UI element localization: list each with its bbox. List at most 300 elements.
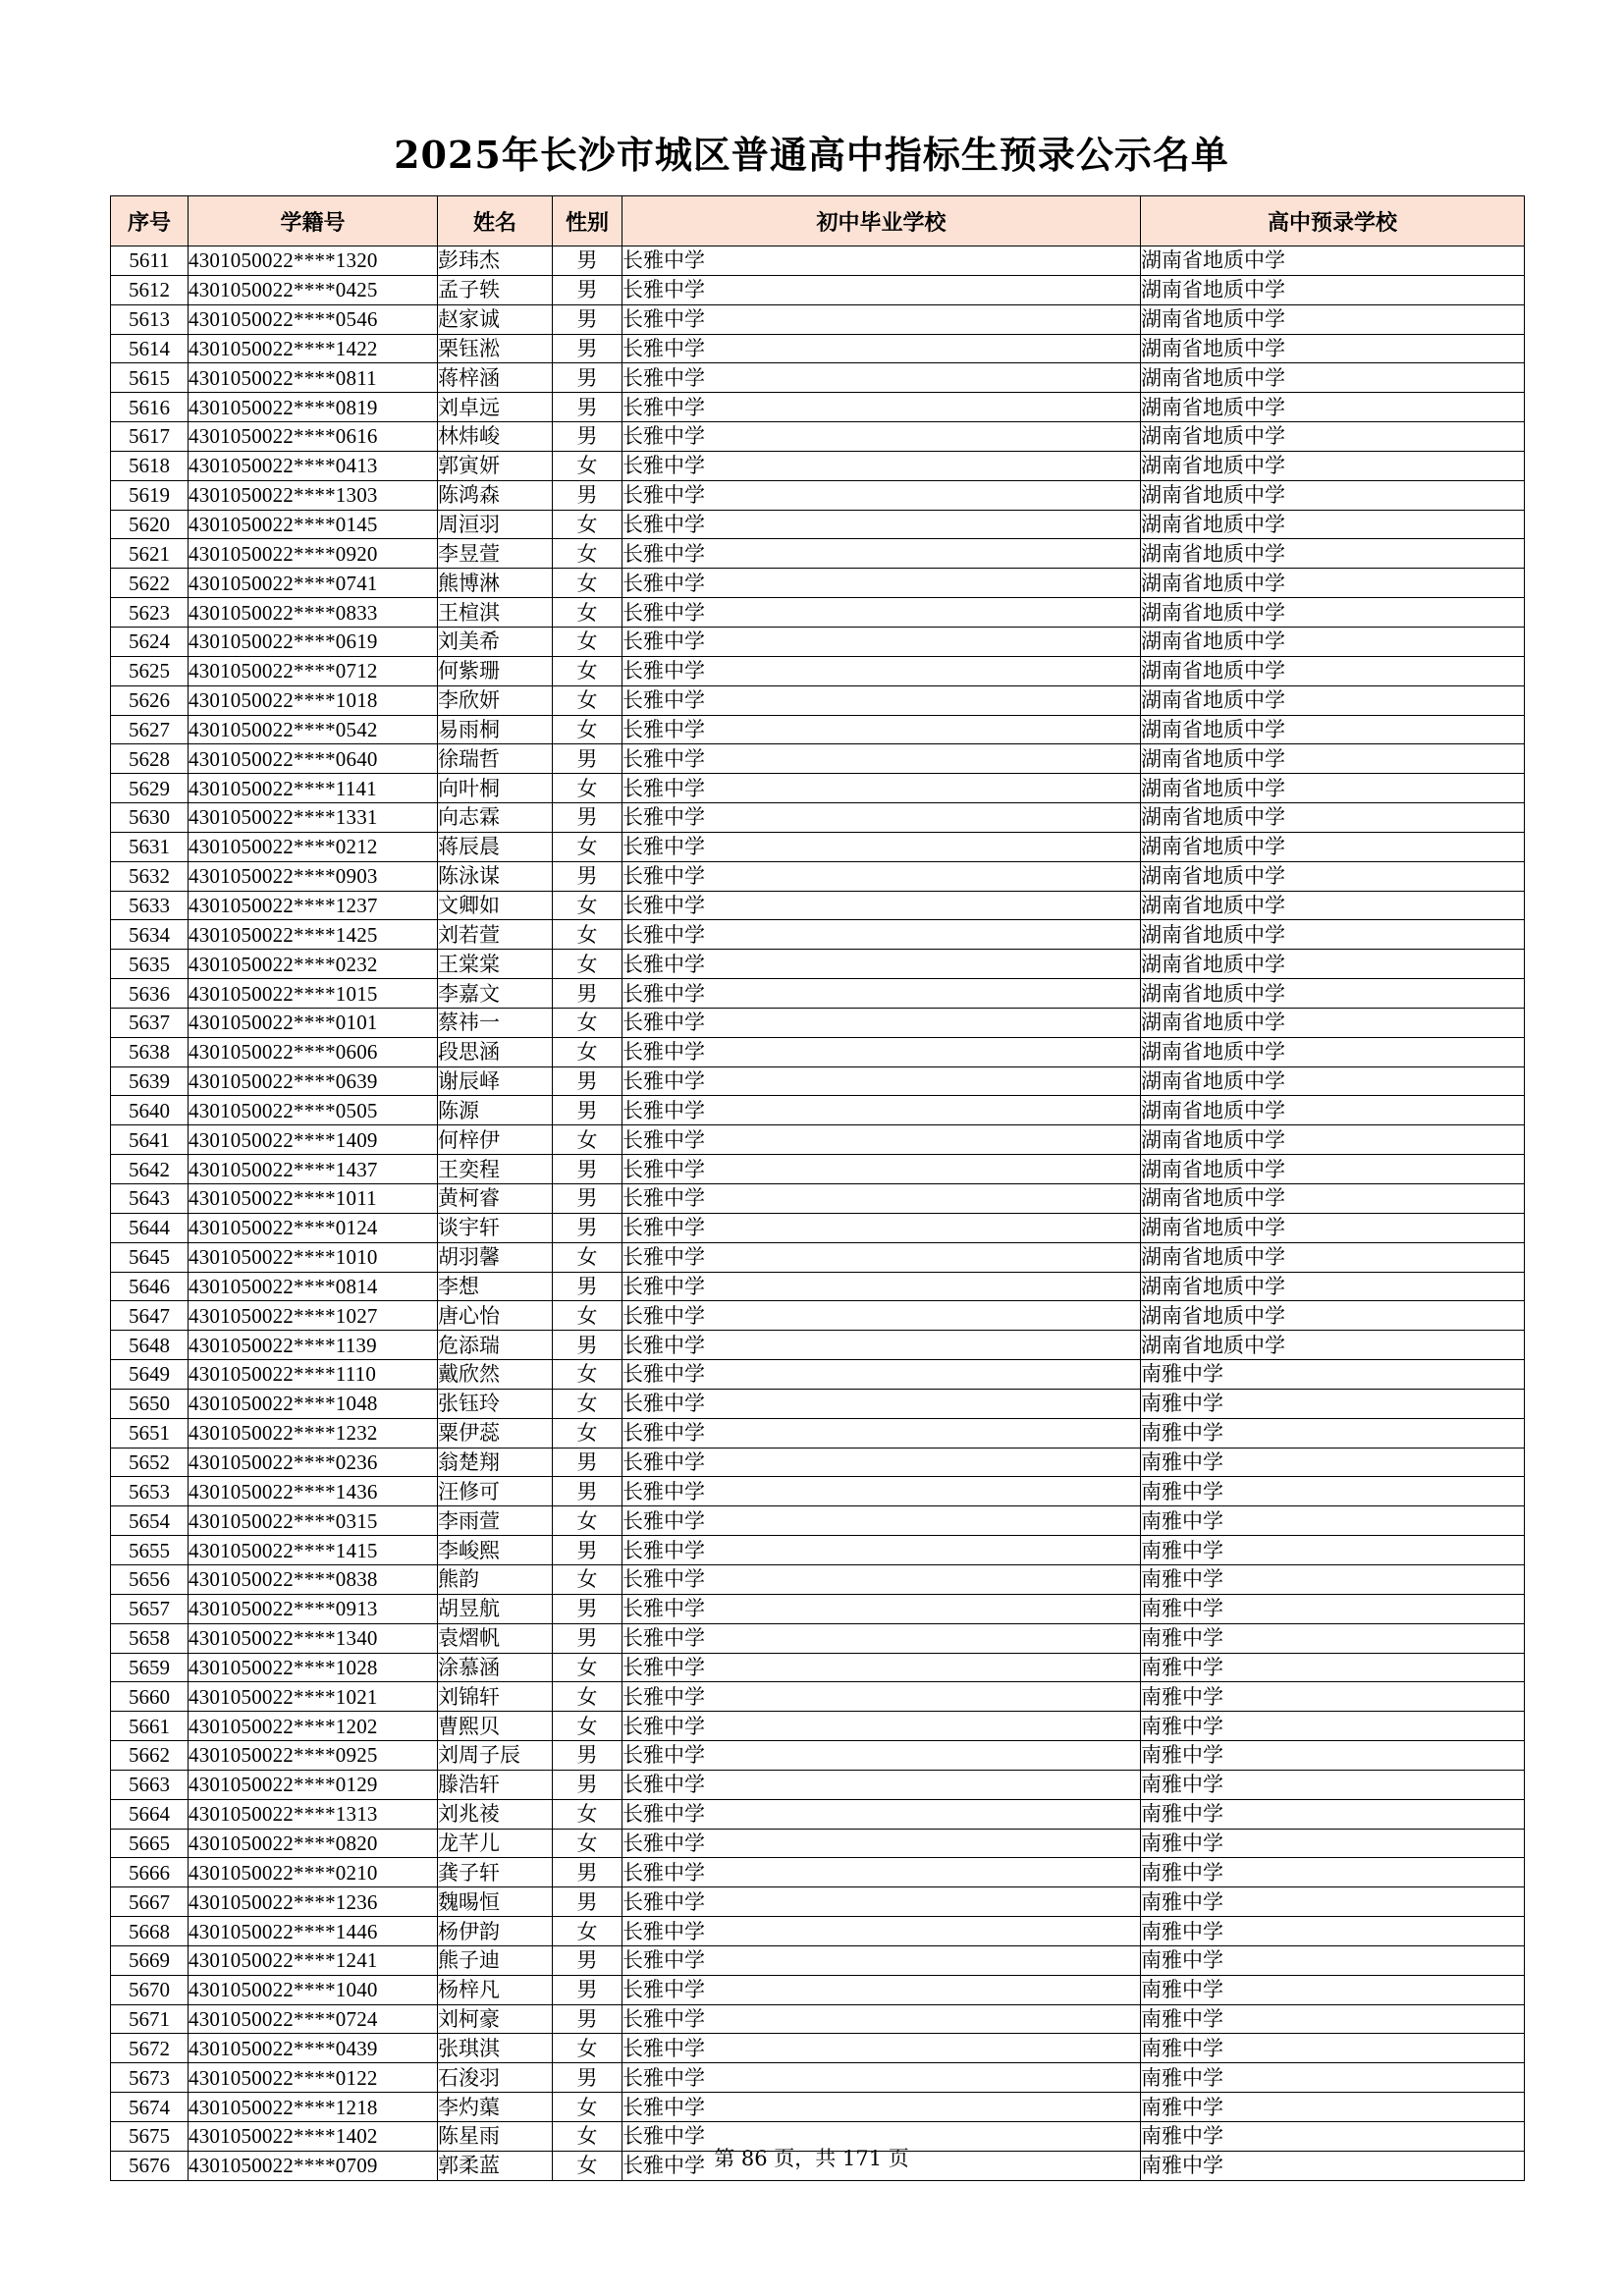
cell-gender: 男	[553, 744, 622, 774]
cell-high-school: 南雅中学	[1141, 1770, 1525, 1799]
cell-middle-school: 长雅中学	[622, 1917, 1141, 1946]
cell-gender: 男	[553, 1477, 622, 1506]
column-header-name: 姓名	[438, 196, 553, 246]
table-row	[111, 1096, 1525, 1125]
cell-student-id: 4301050022****0709	[189, 2151, 438, 2180]
cell-name: 滕浩轩	[438, 1770, 553, 1799]
cell-seq: 5650	[111, 1389, 189, 1418]
cell-high-school: 南雅中学	[1141, 1418, 1525, 1448]
cell-gender: 女	[553, 1564, 622, 1594]
table-row	[111, 1975, 1525, 2004]
cell-name: 蔡祎一	[438, 1008, 553, 1037]
table-row	[111, 1506, 1525, 1536]
column-header-middle-school: 初中毕业学校	[622, 196, 1141, 246]
cell-student-id: 4301050022****0315	[189, 1506, 438, 1536]
table-row	[111, 1418, 1525, 1448]
column-header-high-school: 高中预录学校	[1141, 196, 1525, 246]
cell-seq: 5631	[111, 832, 189, 861]
cell-student-id: 4301050022****0124	[189, 1213, 438, 1242]
cell-seq: 5620	[111, 510, 189, 539]
table-row	[111, 1389, 1525, 1418]
cell-gender: 男	[553, 1213, 622, 1242]
cell-high-school: 南雅中学	[1141, 1506, 1525, 1536]
cell-student-id: 4301050022****1331	[189, 803, 438, 833]
cell-gender: 男	[553, 1536, 622, 1565]
cell-gender: 女	[553, 510, 622, 539]
cell-high-school: 湖南省地质中学	[1141, 246, 1525, 276]
cell-name: 文卿如	[438, 891, 553, 920]
cell-name: 栗钰淞	[438, 334, 553, 363]
cell-name: 刘周子辰	[438, 1741, 553, 1771]
cell-high-school: 南雅中学	[1141, 1945, 1525, 1975]
cell-student-id: 4301050022****0542	[189, 715, 438, 744]
cell-middle-school: 长雅中学	[622, 1799, 1141, 1829]
cell-name: 唐心怡	[438, 1301, 553, 1331]
cell-seq: 5652	[111, 1448, 189, 1477]
cell-student-id: 4301050022****1011	[189, 1184, 438, 1214]
cell-name: 粟伊蕊	[438, 1418, 553, 1448]
cell-name: 赵家诚	[438, 304, 553, 334]
cell-gender: 女	[553, 569, 622, 598]
cell-seq: 5636	[111, 979, 189, 1009]
cell-student-id: 4301050022****1202	[189, 1712, 438, 1741]
cell-name: 徐瑞哲	[438, 744, 553, 774]
cell-middle-school: 长雅中学	[622, 950, 1141, 979]
cell-gender: 男	[553, 861, 622, 891]
cell-high-school: 南雅中学	[1141, 2093, 1525, 2122]
cell-middle-school: 长雅中学	[622, 275, 1141, 304]
cell-middle-school: 长雅中学	[622, 1213, 1141, 1242]
table-body	[111, 246, 1525, 2181]
cell-name: 谈宇轩	[438, 1213, 553, 1242]
cell-name: 何紫珊	[438, 656, 553, 685]
table-row	[111, 2034, 1525, 2063]
cell-name: 熊博淋	[438, 569, 553, 598]
cell-student-id: 4301050022****1340	[189, 1623, 438, 1653]
cell-middle-school: 长雅中学	[622, 480, 1141, 510]
cell-name: 石浚羽	[438, 2063, 553, 2093]
cell-name: 蒋辰晨	[438, 832, 553, 861]
cell-seq: 5658	[111, 1623, 189, 1653]
cell-high-school: 湖南省地质中学	[1141, 1066, 1525, 1096]
cell-seq: 5619	[111, 480, 189, 510]
cell-high-school: 南雅中学	[1141, 1653, 1525, 1682]
cell-name: 杨伊韵	[438, 1917, 553, 1946]
table-row	[111, 1448, 1525, 1477]
cell-name: 王楦淇	[438, 598, 553, 628]
cell-name: 胡昱航	[438, 1594, 553, 1623]
cell-seq: 5622	[111, 569, 189, 598]
cell-seq: 5624	[111, 627, 189, 656]
cell-student-id: 4301050022****1425	[189, 920, 438, 950]
cell-middle-school: 长雅中学	[622, 1506, 1141, 1536]
cell-gender: 男	[553, 246, 622, 276]
cell-name: 李欣妍	[438, 685, 553, 715]
cell-gender: 女	[553, 920, 622, 950]
cell-high-school: 湖南省地质中学	[1141, 1184, 1525, 1214]
cell-student-id: 4301050022****0811	[189, 363, 438, 393]
cell-student-id: 4301050022****1415	[189, 1536, 438, 1565]
cell-gender: 男	[553, 1858, 622, 1887]
cell-seq: 5640	[111, 1096, 189, 1125]
cell-middle-school: 长雅中学	[622, 861, 1141, 891]
cell-gender: 男	[553, 1155, 622, 1184]
cell-high-school: 湖南省地质中学	[1141, 979, 1525, 1009]
cell-student-id: 4301050022****0439	[189, 2034, 438, 2063]
cell-name: 李灼蕖	[438, 2093, 553, 2122]
table-row	[111, 803, 1525, 833]
cell-gender: 女	[553, 1917, 622, 1946]
cell-seq: 5629	[111, 774, 189, 803]
cell-high-school: 南雅中学	[1141, 1448, 1525, 1477]
table-row	[111, 480, 1525, 510]
table-row	[111, 1331, 1525, 1360]
cell-name: 魏晹恒	[438, 1887, 553, 1917]
cell-middle-school: 长雅中学	[622, 1477, 1141, 1506]
cell-name: 刘美希	[438, 627, 553, 656]
cell-seq: 5645	[111, 1242, 189, 1272]
cell-name: 翁楚翔	[438, 1448, 553, 1477]
cell-student-id: 4301050022****1303	[189, 480, 438, 510]
cell-gender: 女	[553, 1242, 622, 1272]
cell-name: 戴欣然	[438, 1360, 553, 1390]
cell-high-school: 湖南省地质中学	[1141, 393, 1525, 422]
cell-gender: 女	[553, 656, 622, 685]
cell-high-school: 湖南省地质中学	[1141, 1008, 1525, 1037]
cell-seq: 5638	[111, 1037, 189, 1066]
cell-name: 林炜峻	[438, 422, 553, 452]
cell-gender: 男	[553, 1975, 622, 2004]
cell-middle-school: 长雅中学	[622, 627, 1141, 656]
cell-gender: 男	[553, 275, 622, 304]
cell-gender: 女	[553, 1389, 622, 1418]
table-row	[111, 891, 1525, 920]
cell-high-school: 南雅中学	[1141, 1536, 1525, 1565]
cell-high-school: 湖南省地质中学	[1141, 920, 1525, 950]
cell-student-id: 4301050022****0606	[189, 1037, 438, 1066]
cell-gender: 女	[553, 1301, 622, 1331]
cell-middle-school: 长雅中学	[622, 1125, 1141, 1155]
cell-high-school: 湖南省地质中学	[1141, 1037, 1525, 1066]
cell-middle-school: 长雅中学	[622, 1887, 1141, 1917]
cell-high-school: 南雅中学	[1141, 1477, 1525, 1506]
cell-seq: 5634	[111, 920, 189, 950]
cell-high-school: 湖南省地质中学	[1141, 715, 1525, 744]
cell-gender: 女	[553, 2093, 622, 2122]
cell-student-id: 4301050022****1436	[189, 1477, 438, 1506]
cell-middle-school: 长雅中学	[622, 1536, 1141, 1565]
cell-name: 刘锦轩	[438, 1682, 553, 1712]
cell-student-id: 4301050022****0903	[189, 861, 438, 891]
cell-name: 胡羽馨	[438, 1242, 553, 1272]
cell-middle-school: 长雅中学	[622, 2063, 1141, 2093]
cell-name: 涂慕涵	[438, 1653, 553, 1682]
cell-seq: 5662	[111, 1741, 189, 1771]
cell-seq: 5655	[111, 1536, 189, 1565]
cell-middle-school: 长雅中学	[622, 569, 1141, 598]
cell-gender: 男	[553, 1448, 622, 1477]
cell-student-id: 4301050022****1241	[189, 1945, 438, 1975]
cell-high-school: 南雅中学	[1141, 1360, 1525, 1390]
cell-seq: 5612	[111, 275, 189, 304]
table-row	[111, 1008, 1525, 1037]
cell-name: 刘柯豪	[438, 2004, 553, 2034]
cell-middle-school: 长雅中学	[622, 1594, 1141, 1623]
cell-seq: 5625	[111, 656, 189, 685]
cell-student-id: 4301050022****0920	[189, 539, 438, 569]
cell-seq: 5627	[111, 715, 189, 744]
cell-name: 杨梓凡	[438, 1975, 553, 2004]
cell-gender: 女	[553, 2151, 622, 2180]
cell-high-school: 南雅中学	[1141, 1564, 1525, 1594]
cell-student-id: 4301050022****1048	[189, 1389, 438, 1418]
cell-high-school: 湖南省地质中学	[1141, 774, 1525, 803]
cell-name: 熊韵	[438, 1564, 553, 1594]
table-row	[111, 598, 1525, 628]
table-row	[111, 744, 1525, 774]
cell-middle-school: 长雅中学	[622, 920, 1141, 950]
cell-middle-school: 长雅中学	[622, 334, 1141, 363]
page-footer: 第 86 页，共 171 页	[714, 2147, 909, 2170]
table-row	[111, 979, 1525, 1009]
table-row	[111, 1945, 1525, 1975]
cell-student-id: 4301050022****0101	[189, 1008, 438, 1037]
cell-name: 孟子轶	[438, 275, 553, 304]
cell-middle-school: 长雅中学	[622, 1564, 1141, 1594]
cell-middle-school: 长雅中学	[622, 1712, 1141, 1741]
cell-high-school: 湖南省地质中学	[1141, 334, 1525, 363]
cell-gender: 男	[553, 979, 622, 1009]
cell-seq: 5639	[111, 1066, 189, 1096]
table-row	[111, 1272, 1525, 1301]
cell-name: 危添瑞	[438, 1331, 553, 1360]
table-row	[111, 1653, 1525, 1682]
table-row	[111, 861, 1525, 891]
cell-high-school: 湖南省地质中学	[1141, 685, 1525, 715]
cell-student-id: 4301050022****0546	[189, 304, 438, 334]
cell-high-school: 湖南省地质中学	[1141, 363, 1525, 393]
table-row	[111, 1594, 1525, 1623]
cell-name: 向叶桐	[438, 774, 553, 803]
cell-name: 向志霖	[438, 803, 553, 833]
cell-gender: 女	[553, 715, 622, 744]
cell-seq: 5659	[111, 1653, 189, 1682]
cell-seq: 5665	[111, 1829, 189, 1858]
cell-middle-school: 长雅中学	[622, 891, 1141, 920]
cell-name: 李想	[438, 1272, 553, 1301]
cell-gender: 女	[553, 2122, 622, 2152]
cell-name: 李昱萱	[438, 539, 553, 569]
cell-name: 熊子迪	[438, 1945, 553, 1975]
cell-middle-school: 长雅中学	[622, 1155, 1141, 1184]
cell-gender: 男	[553, 1272, 622, 1301]
cell-middle-school: 长雅中学	[622, 1448, 1141, 1477]
cell-high-school: 湖南省地质中学	[1141, 656, 1525, 685]
cell-seq: 5654	[111, 1506, 189, 1536]
cell-seq: 5670	[111, 1975, 189, 2004]
cell-student-id: 4301050022****1028	[189, 1653, 438, 1682]
cell-student-id: 4301050022****0236	[189, 1448, 438, 1477]
cell-gender: 男	[553, 334, 622, 363]
table-row	[111, 950, 1525, 979]
cell-high-school: 湖南省地质中学	[1141, 1272, 1525, 1301]
cell-student-id: 4301050022****1110	[189, 1360, 438, 1390]
admission-table	[110, 195, 1525, 2181]
cell-gender: 男	[553, 1887, 622, 1917]
cell-high-school: 南雅中学	[1141, 1799, 1525, 1829]
cell-gender: 男	[553, 2063, 622, 2093]
cell-high-school: 湖南省地质中学	[1141, 832, 1525, 861]
cell-student-id: 4301050022****1218	[189, 2093, 438, 2122]
cell-gender: 男	[553, 422, 622, 452]
cell-middle-school: 长雅中学	[622, 393, 1141, 422]
cell-middle-school: 长雅中学	[622, 1623, 1141, 1653]
cell-name: 何梓伊	[438, 1125, 553, 1155]
cell-seq: 5666	[111, 1858, 189, 1887]
cell-student-id: 4301050022****0819	[189, 393, 438, 422]
table-row	[111, 1564, 1525, 1594]
cell-gender: 男	[553, 304, 622, 334]
cell-student-id: 4301050022****0232	[189, 950, 438, 979]
cell-gender: 男	[553, 1770, 622, 1799]
cell-high-school: 湖南省地质中学	[1141, 539, 1525, 569]
cell-name: 李雨萱	[438, 1506, 553, 1536]
table-row	[111, 1829, 1525, 1858]
cell-middle-school: 长雅中学	[622, 1301, 1141, 1331]
cell-middle-school: 长雅中学	[622, 2151, 1141, 2180]
cell-student-id: 4301050022****0814	[189, 1272, 438, 1301]
cell-name: 张钰玲	[438, 1389, 553, 1418]
table-row	[111, 393, 1525, 422]
cell-student-id: 4301050022****0639	[189, 1066, 438, 1096]
cell-gender: 女	[553, 1360, 622, 1390]
cell-seq: 5632	[111, 861, 189, 891]
cell-student-id: 4301050022****0210	[189, 1858, 438, 1887]
cell-middle-school: 长雅中学	[622, 2122, 1141, 2152]
cell-student-id: 4301050022****1320	[189, 246, 438, 276]
cell-middle-school: 长雅中学	[622, 363, 1141, 393]
cell-student-id: 4301050022****0838	[189, 1564, 438, 1594]
table-row	[111, 2063, 1525, 2093]
cell-seq: 5667	[111, 1887, 189, 1917]
cell-high-school: 湖南省地质中学	[1141, 744, 1525, 774]
cell-gender: 女	[553, 891, 622, 920]
cell-name: 蒋梓涵	[438, 363, 553, 393]
cell-high-school: 南雅中学	[1141, 2122, 1525, 2152]
table-row	[111, 832, 1525, 861]
cell-high-school: 湖南省地质中学	[1141, 275, 1525, 304]
cell-gender: 女	[553, 1037, 622, 1066]
cell-gender: 女	[553, 539, 622, 569]
cell-student-id: 4301050022****1437	[189, 1155, 438, 1184]
cell-student-id: 4301050022****1237	[189, 891, 438, 920]
table-row	[111, 1536, 1525, 1565]
table-header-row	[111, 196, 1525, 246]
cell-middle-school: 长雅中学	[622, 1945, 1141, 1975]
cell-middle-school: 长雅中学	[622, 744, 1141, 774]
cell-student-id: 4301050022****0425	[189, 275, 438, 304]
cell-student-id: 4301050022****1409	[189, 1125, 438, 1155]
cell-student-id: 4301050022****1139	[189, 1331, 438, 1360]
cell-seq: 5660	[111, 1682, 189, 1712]
table-row	[111, 569, 1525, 598]
cell-high-school: 湖南省地质中学	[1141, 627, 1525, 656]
cell-student-id: 4301050022****0640	[189, 744, 438, 774]
cell-seq: 5621	[111, 539, 189, 569]
cell-name: 王奕程	[438, 1155, 553, 1184]
cell-name: 彭玮杰	[438, 246, 553, 276]
cell-middle-school: 长雅中学	[622, 715, 1141, 744]
cell-middle-school: 长雅中学	[622, 422, 1141, 452]
cell-middle-school: 长雅中学	[622, 246, 1141, 276]
cell-high-school: 湖南省地质中学	[1141, 1301, 1525, 1331]
cell-name: 袁熠帆	[438, 1623, 553, 1653]
cell-name: 刘兆祾	[438, 1799, 553, 1829]
cell-student-id: 4301050022****1027	[189, 1301, 438, 1331]
cell-student-id: 4301050022****0913	[189, 1594, 438, 1623]
cell-high-school: 湖南省地质中学	[1141, 451, 1525, 480]
cell-seq: 5649	[111, 1360, 189, 1390]
cell-gender: 女	[553, 1125, 622, 1155]
cell-gender: 男	[553, 393, 622, 422]
cell-middle-school: 长雅中学	[622, 1360, 1141, 1390]
cell-gender: 女	[553, 1418, 622, 1448]
cell-student-id: 4301050022****1015	[189, 979, 438, 1009]
cell-middle-school: 长雅中学	[622, 2034, 1141, 2063]
cell-high-school: 湖南省地质中学	[1141, 891, 1525, 920]
cell-middle-school: 长雅中学	[622, 1653, 1141, 1682]
table-row	[111, 539, 1525, 569]
cell-name: 张琪淇	[438, 2034, 553, 2063]
cell-student-id: 4301050022****0505	[189, 1096, 438, 1125]
cell-seq: 5673	[111, 2063, 189, 2093]
table-row	[111, 1741, 1525, 1771]
cell-seq: 5674	[111, 2093, 189, 2122]
cell-student-id: 4301050022****0616	[189, 422, 438, 452]
cell-seq: 5643	[111, 1184, 189, 1214]
cell-high-school: 湖南省地质中学	[1141, 1331, 1525, 1360]
cell-gender: 女	[553, 451, 622, 480]
cell-high-school: 湖南省地质中学	[1141, 950, 1525, 979]
cell-high-school: 湖南省地质中学	[1141, 861, 1525, 891]
cell-high-school: 湖南省地质中学	[1141, 510, 1525, 539]
cell-student-id: 4301050022****0712	[189, 656, 438, 685]
cell-high-school: 南雅中学	[1141, 1829, 1525, 1858]
table-row	[111, 685, 1525, 715]
cell-gender: 男	[553, 1594, 622, 1623]
table-row	[111, 627, 1525, 656]
cell-name: 李嘉文	[438, 979, 553, 1009]
cell-middle-school: 长雅中学	[622, 1096, 1141, 1125]
cell-seq: 5671	[111, 2004, 189, 2034]
cell-student-id: 4301050022****0122	[189, 2063, 438, 2093]
cell-name: 陈源	[438, 1096, 553, 1125]
cell-student-id: 4301050022****1040	[189, 1975, 438, 2004]
table-row	[111, 1770, 1525, 1799]
table-row	[111, 451, 1525, 480]
cell-high-school: 南雅中学	[1141, 1858, 1525, 1887]
cell-high-school: 湖南省地质中学	[1141, 1213, 1525, 1242]
cell-seq: 5633	[111, 891, 189, 920]
cell-gender: 女	[553, 2034, 622, 2063]
cell-gender: 男	[553, 2004, 622, 2034]
table-row	[111, 774, 1525, 803]
cell-middle-school: 长雅中学	[622, 539, 1141, 569]
cell-gender: 女	[553, 627, 622, 656]
cell-high-school: 南雅中学	[1141, 1712, 1525, 1741]
cell-name: 陈星雨	[438, 2122, 553, 2152]
cell-middle-school: 长雅中学	[622, 598, 1141, 628]
